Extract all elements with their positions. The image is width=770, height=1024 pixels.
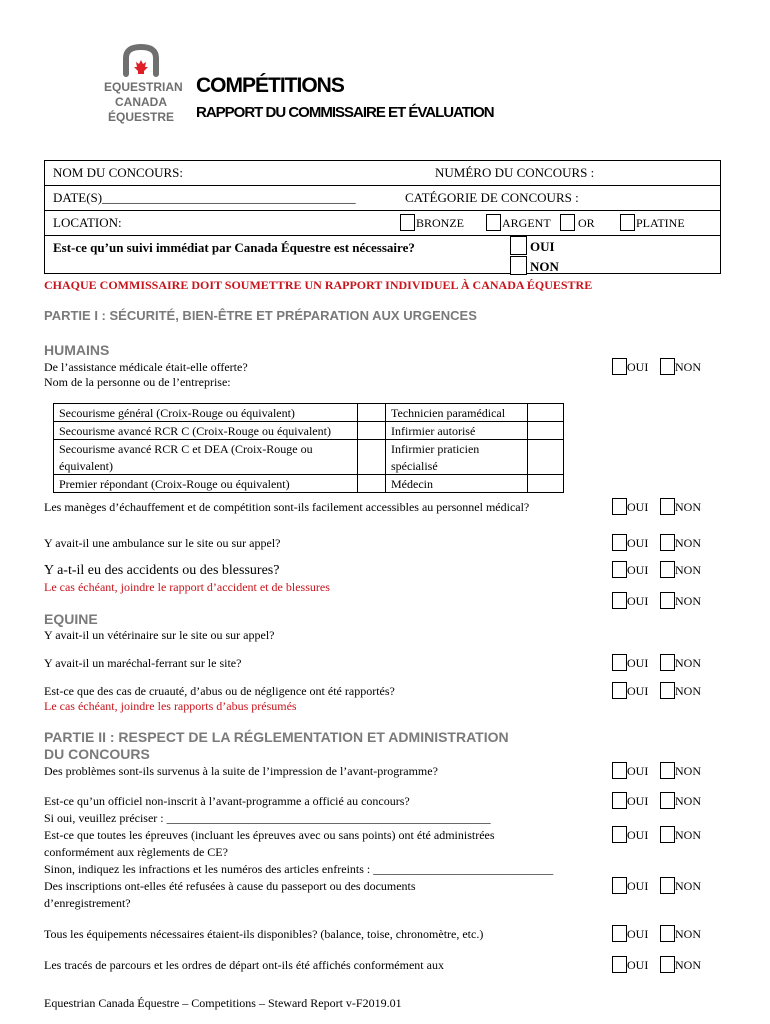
q-vet: Y avait-il un vétérinaire sur le site ou sur appel? [44,628,275,642]
platine-label: PLATINE [636,216,685,230]
q-entries-2: d’enregistrement? [44,896,131,910]
logo-line-3: ÉQUESTRE [107,110,174,124]
non-label: NON [675,958,701,972]
non-label: NON [675,684,701,698]
qual-right-1: Technicien paramédical [391,406,506,420]
oui-label: OUI [627,360,649,374]
oui-label: OUI [627,927,649,941]
q-problems: Des problèmes sont-ils survenus à la suite de l’impression de l’avant-programme? [44,764,438,778]
oui-label: OUI [627,958,649,972]
q-courses-non-checkbox[interactable] [660,956,675,973]
humans-title: HUMAINS [44,342,110,358]
q-events-non-checkbox[interactable] [660,826,675,843]
part2-title-2: DU CONCOURS [44,746,150,762]
q-ambulance-non-checkbox[interactable] [660,534,675,551]
q-abuse-oui-checkbox[interactable] [612,682,627,699]
q-events: Est-ce que toutes les épreuves (incluant les épreuves avec ou sans points) ont été administrées [44,828,495,842]
or-label: OR [578,216,595,230]
page-subtitle: RAPPORT DU COMMISSAIRE ET ÉVALUATION [196,104,494,121]
logo [104,44,183,126]
q-ambulance: Y avait-il une ambulance sur le site ou sur appel? [44,536,281,550]
footer: Equestrian Canada Équestre – Competitions – Steward Report v-F2019.01 [44,996,402,1010]
qual-right-2: Infirmier autorisé [391,424,476,438]
oui-label: OUI [627,563,649,577]
maple-leaf-icon [134,60,148,74]
note-accidents: Le cas échéant, joindre le rapport d’accident et de blessures [44,580,330,594]
notice-text: CHAQUE COMMISSAIRE DOIT SOUMETTRE UN RAPPORT INDIVIDUEL À CANADA ÉQUESTRE [44,278,593,292]
q-problems-non-checkbox[interactable] [660,762,675,779]
dates-label: DATE(S)_______________________________________ [53,190,356,205]
followup-oui-checkbox[interactable] [510,236,527,255]
non-label: NON [675,764,701,778]
logo-line-1: EQUESTRIAN [104,80,183,94]
qual-right-3b: spécialisé [391,459,438,473]
q-official-oui-checkbox[interactable] [612,792,627,809]
q-entries-oui-checkbox[interactable] [612,877,627,894]
q-farrier-oui-checkbox[interactable] [612,654,627,671]
note-abuse: Le cas échéant, joindre les rapports d’abus présumés [44,699,297,713]
part2-title: PARTIE II : RESPECT DE LA RÉGLEMENTATION ET ADMINISTRATION [44,729,509,745]
non-label: NON [675,656,701,670]
qual-right-3: Infirmier praticien [391,442,480,456]
oui-label: OUI [627,764,649,778]
oui-label: OUI [627,656,649,670]
qual-left-2: Secourisme avancé RCR C (Croix-Rouge ou équivalent) [59,424,331,438]
logo-line-2: CANADA [115,95,167,109]
location-label: LOCATION: [53,215,122,230]
category-label: CATÉGORIE DE CONCOURS : [405,190,579,205]
q-official: Est-ce qu’un officiel non-inscrit à l’avant-programme a officié au concours? [44,794,410,808]
q-farrier-non-checkbox[interactable] [660,654,675,671]
q-equipment: Tous les équipements nécessaires étaient-ils disponibles? (balance, toise, chronomètre, etc.) [44,927,484,941]
q-events-oui-checkbox[interactable] [612,826,627,843]
non-label: NON [675,360,701,374]
q-problems-oui-checkbox[interactable] [612,762,627,779]
oui-label: OUI [627,828,649,842]
non-label: NON [675,828,701,842]
or-checkbox[interactable] [560,214,575,231]
non-label: NON [675,594,701,608]
q-abuse: Est-ce que des cas de cruauté, d’abus ou de négligence ont été rapportés? [44,684,395,698]
non-label: NON [675,563,701,577]
non-label: NON [675,500,701,514]
event-name-label: NOM DU CONCOURS: [53,165,184,180]
q-events-2: conformément aux règlements de CE? [44,845,228,859]
q-courses: Les tracés de parcours et les ordres de départ ont-ils été affichés conformément aux [44,958,444,972]
qual-left-3: Secourisme avancé RCR C et DEA (Croix-Rouge ou [59,442,313,456]
q-ambulance-oui-checkbox[interactable] [612,534,627,551]
page-title: COMPÉTITIONS [196,74,344,97]
oui-label: OUI [627,594,649,608]
oui-label: OUI [627,794,649,808]
argent-label: ARGENT [502,216,551,230]
oui-label: OUI [627,684,649,698]
non-label: NON [675,794,701,808]
followup-non-checkbox[interactable] [510,256,527,275]
q-abuse-non-checkbox[interactable] [660,682,675,699]
q-entries-non-checkbox[interactable] [660,877,675,894]
oui-label: OUI [627,500,649,514]
q-accidents: Y a-t-il eu des accidents ou des blessures? [44,563,280,578]
q-official-non-checkbox[interactable] [660,792,675,809]
q-arenas-non-checkbox[interactable] [660,498,675,515]
q-accidents-2-oui-checkbox[interactable] [612,592,627,609]
non-label: NON [675,879,701,893]
q-arenas-oui-checkbox[interactable] [612,498,627,515]
q-events-3: Sinon, indiquez les infractions et les numéros des articles enfreints : ______________________________ [44,862,554,876]
q-accidents-oui-checkbox[interactable] [612,561,627,578]
non-label: NON [675,536,701,550]
equine-title: EQUINE [44,611,98,627]
q-arenas: Les manèges d’échauffement et de compétition sont-ils facilement accessibles au personnel médical? [44,500,530,514]
q-accidents-2-non-checkbox[interactable] [660,592,675,609]
q-farrier: Y avait-il un maréchal-ferrant sur le site? [44,656,242,670]
q-medical-non-checkbox[interactable] [660,358,675,375]
q-equipment-non-checkbox[interactable] [660,925,675,942]
q-courses-oui-checkbox[interactable] [612,956,627,973]
bronze-checkbox[interactable] [400,214,415,231]
platine-checkbox[interactable] [620,214,635,231]
q-equipment-oui-checkbox[interactable] [612,925,627,942]
followup-oui-label: OUI [530,239,555,254]
horseshoe-icon [104,44,178,78]
part1-title: PARTIE I : SÉCURITÉ, BIEN-ÊTRE ET PRÉPARATION AUX URGENCES [44,308,477,323]
qual-left-1: Secourisme général (Croix-Rouge ou équivalent) [59,406,295,420]
q-entries: Des inscriptions ont-elles été refusées à cause du passeport ou des documents [44,879,416,893]
followup-non-label: NON [530,259,559,274]
bronze-label: BRONZE [416,216,464,230]
event-number-label: NUMÉRO DU CONCOURS : [435,165,595,180]
q-medical: De l’assistance médicale était-elle offerte? [44,360,248,374]
argent-checkbox[interactable] [486,214,501,231]
q-official-specify: Si oui, veuillez préciser : ______________________________________________________ [44,811,491,825]
qual-left-4: Premier répondant (Croix-Rouge ou équivalent) [59,477,290,491]
followup-question: Est-ce qu’un suivi immédiat par Canada Équestre est nécessaire? [53,240,415,255]
oui-label: OUI [627,879,649,893]
oui-label: OUI [627,536,649,550]
q-medical-oui-checkbox[interactable] [612,358,627,375]
qual-right-4: Médecin [391,477,433,491]
qual-left-3b: équivalent) [59,459,113,473]
q-medical-name: Nom de la personne ou de l’entreprise: [44,375,231,389]
q-accidents-non-checkbox[interactable] [660,561,675,578]
non-label: NON [675,927,701,941]
